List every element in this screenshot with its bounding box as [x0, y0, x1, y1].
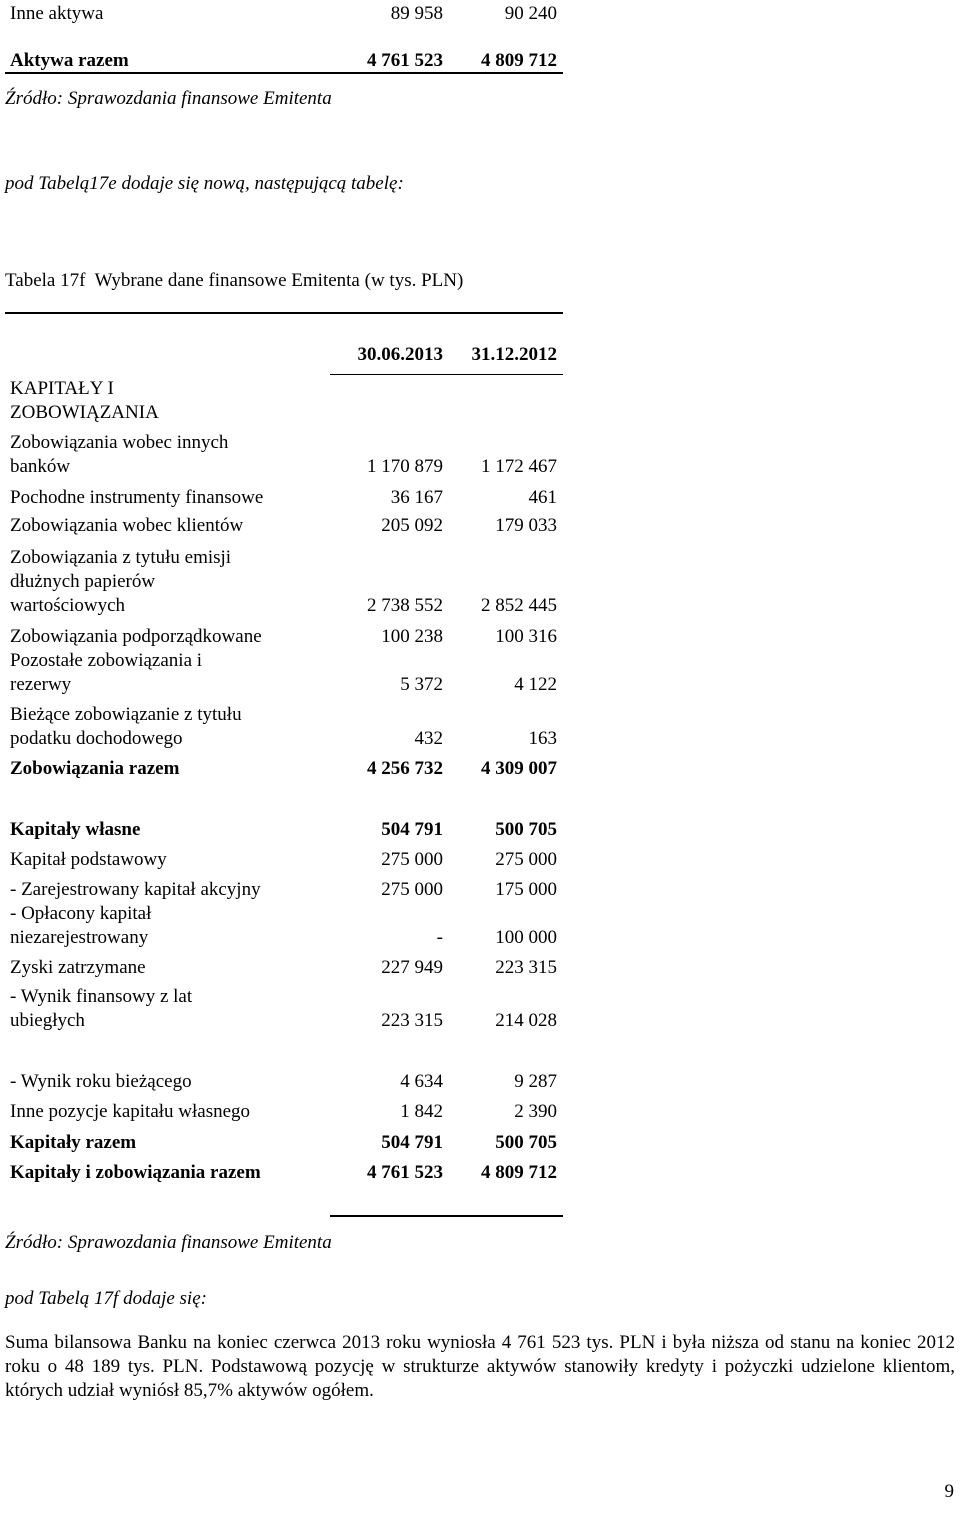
intro-line: pod Tabelą17e dodaje się nową, następującą tabelę:: [5, 173, 404, 194]
row-label: - Wynik finansowy z lat ubiegłych: [10, 986, 193, 1031]
row-label: - Wynik roku bieżącego: [10, 1071, 192, 1092]
column-header-2012: 31.12.2012: [471, 344, 557, 365]
row-label: - Opłacony kapitał niezarejestrowany: [10, 903, 152, 948]
row-value-col2: 179 033: [495, 515, 557, 536]
row-value-col2: 163: [528, 728, 557, 749]
row-value-col1: 227 949: [381, 957, 443, 978]
row-value-col2: 4 809 712: [481, 1162, 557, 1183]
row-value-col2: 1 172 467: [481, 456, 557, 477]
row-value-col1: 223 315: [381, 1010, 443, 1031]
row-value-col1: 504 791: [381, 819, 443, 840]
row-label: Kapitały własne: [10, 819, 141, 840]
row-value-col2: 90 240: [504, 3, 557, 24]
table-bottom-rule: [5, 72, 563, 74]
page-number: 9: [944, 1481, 954, 1502]
row-value-col1: 2 738 552: [367, 595, 443, 616]
row-value-col2: 275 000: [495, 849, 557, 870]
summary-paragraph: Suma bilansowa Banku na koniec czerwca 2013 roku wyniosła 4 761 523 tys. PLN i była niższa od stanu na koniec 2012 roku o 48 189 tys. PLN. Podstawową pozycję w strukturze aktywów stanowiły kredyty i pożyczki udzielone klientom, których udział wyniósł 85,7% aktywów ogółem.: [5, 1332, 955, 1401]
row-value-col2: 4 809 712: [481, 50, 557, 71]
row-value-col2: 175 000: [495, 879, 557, 900]
row-value-col1: 504 791: [381, 1132, 443, 1153]
row-label: Zobowiązania razem: [10, 758, 180, 779]
row-label: Inne pozycje kapitału własnego: [10, 1101, 251, 1122]
row-value-col1: 275 000: [381, 849, 443, 870]
row-label: Zobowiązania wobec klientów: [10, 515, 244, 536]
row-value-col2: 100 000: [495, 927, 557, 948]
row-label: Zobowiązania z tytułu emisji dłużnych papierów wartościowych: [10, 547, 232, 616]
row-value-col1: 36 167: [390, 487, 443, 508]
row-label: Pochodne instrumenty finansowe: [10, 487, 264, 508]
row-value-col1: 1 170 879: [367, 456, 443, 477]
row-label: Kapitał podstawowy: [10, 849, 167, 870]
row-value-col1: 275 000: [381, 879, 443, 900]
row-label: Kapitały razem: [10, 1132, 137, 1153]
row-value-col2: 9 287: [514, 1071, 557, 1092]
row-value-col2: 214 028: [495, 1010, 557, 1031]
section-heading: KAPITAŁY I ZOBOWIĄZANIA: [10, 378, 159, 423]
table-top-rule: [5, 312, 563, 314]
row-value-col2: 4 309 007: [481, 758, 557, 779]
row-value-col1: 205 092: [381, 515, 443, 536]
row-label: Zobowiązania wobec innych banków: [10, 432, 229, 477]
row-value-col2: 500 705: [495, 819, 557, 840]
row-value-col2: 500 705: [495, 1132, 557, 1153]
row-label: Pozostałe zobowiązania i rezerwy: [10, 650, 203, 695]
row-label: Kapitały i zobowiązania razem: [10, 1162, 261, 1183]
header-underline: [330, 374, 563, 375]
row-value-col1: 4 761 523: [367, 50, 443, 71]
row-label: Bieżące zobowiązanie z tytułu podatku dochodowego: [10, 704, 242, 749]
row-label: Zyski zatrzymane: [10, 957, 146, 978]
source-note: Źródło: Sprawozdania finansowe Emitenta: [5, 1232, 332, 1253]
table-bottom-rule: [330, 1215, 563, 1217]
row-value-col2: 100 316: [495, 626, 557, 647]
row-value-col1: 89 958: [390, 3, 443, 24]
source-note: Źródło: Sprawozdania finansowe Emitenta: [5, 88, 332, 109]
row-value-col1: 432: [414, 728, 443, 749]
row-label: - Zarejestrowany kapitał akcyjny: [10, 879, 261, 900]
row-value-col1: 100 238: [381, 626, 443, 647]
row-value-col1: 1 842: [400, 1101, 443, 1122]
row-value-col2: 223 315: [495, 957, 557, 978]
row-value-col2: 2 390: [514, 1101, 557, 1122]
row-value-col1: 4 634: [400, 1071, 443, 1092]
row-label: Inne aktywa: [10, 3, 104, 24]
row-value-col2: 4 122: [514, 674, 557, 695]
row-value-col1: -: [436, 927, 443, 948]
row-value-col2: 2 852 445: [481, 595, 557, 616]
row-value-col1: 4 761 523: [367, 1162, 443, 1183]
row-label: Aktywa razem: [10, 50, 129, 71]
after-line: pod Tabelą 17f dodaje się:: [5, 1288, 207, 1309]
column-header-2013: 30.06.2013: [357, 344, 443, 365]
row-value-col2: 461: [528, 487, 557, 508]
table-title: Tabela 17f Wybrane dane finansowe Emitenta (w tys. PLN): [5, 270, 464, 291]
row-value-col1: 4 256 732: [367, 758, 443, 779]
row-label: Zobowiązania podporządkowane: [10, 626, 262, 647]
row-value-col1: 5 372: [400, 674, 443, 695]
